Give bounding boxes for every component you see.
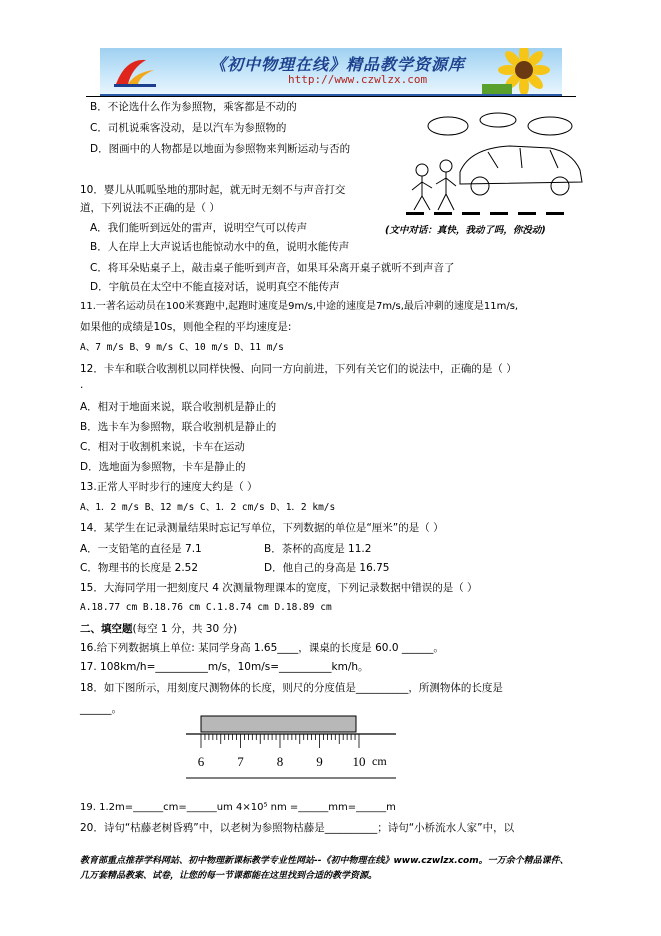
q14-option-c: C．物理书的长度是 2.52 [80, 562, 199, 574]
q10-option-b: B．人在岸上大声说话也能惊动水中的鱼，说明水能传声 [90, 241, 350, 253]
q12-stem: 12．卡车和联合收割机以同样快慢、向同一方向前进，下列有关它们的说法中，正确的是（ ） [80, 363, 517, 375]
q11-stem-line2: 如果他的成绩是10s，则他全程的平均速度是: [80, 321, 292, 333]
q12-option-a: A．相对于地面来说，联合收割机是静止的 [80, 401, 277, 413]
footer-line2: 几万套精品教案、试卷，让您的每一节课都能在这里找到合适的教学资源。 [80, 871, 378, 881]
q11-stem-line1: 11.一著名运动员在100米赛跑中,起跑时速度是9m/s,中途的速度是7m/s,最后冲刺的速度是11m/s, [80, 301, 519, 312]
q14-stem: 14．某学生在记录测量结果时忘记写单位，下列数据的单位是“厘米”的是（ ） [80, 522, 444, 534]
ruler-ticks [201, 734, 359, 748]
ruler-tick-label: 7 [237, 754, 244, 769]
q16: 16.给下列数据填上单位: 某同学身高 1.65____，课桌的长度是 60.0 ______。 [80, 642, 444, 654]
q18-line2: ______。 [80, 703, 122, 715]
ruler-figure [186, 712, 406, 784]
q10-option-a: A．我们能听到远处的雷声，说明空气可以传声 [90, 222, 308, 234]
q11-options: A、7 m/s B、9 m/s C、10 m/s D、11 m/s [80, 342, 284, 353]
q13-stem: 13.正常人平时步行的速度大约是（ ） [80, 481, 258, 493]
sunflower-icon [478, 48, 558, 96]
q14-option-a: A．一支铅笔的直径是 7.1 [80, 543, 202, 555]
section-2-note: (每空 1 分，共 30 分) [132, 623, 238, 635]
q17: 17. 108km/h=__________m/s，10m/s=__________km/h。 [80, 661, 369, 673]
footer-line1: 教育部重点推荐学科网站、初中物理新课标教学专业性网站--《初中物理在线》www.czwlzx.com。一万余个精品课件、 [80, 856, 569, 866]
q12-dot: . [80, 379, 84, 391]
q15-options: A.18.77 cm B.18.76 cm C.1.8.74 cm D.18.89 cm [80, 602, 332, 613]
q10-stem-line2: 道，下列说法不正确的是（ ） [80, 202, 220, 214]
q9-option-b: B．不论选什么作为参照物，乘客都是不动的 [90, 101, 297, 113]
banner-title: 《初中物理在线》精品教学资源库 [210, 55, 466, 74]
header-banner [100, 48, 562, 96]
car-passenger-cartoon [400, 112, 590, 222]
ruler-tick-labels [198, 754, 366, 769]
q14-option-b: B．茶杯的高度是 11.2 [264, 543, 372, 555]
q10-option-c: C．将耳朵贴桌子上，敲击桌子能听到声音，如果耳朵离开桌子就听不到声音了 [90, 262, 455, 274]
q18-line1: 18．如下图所示，用刻度尺测物体的长度，则尺的分度值是__________，所测物体的长度是 [80, 682, 503, 694]
section-2-title: 二、填空题 [80, 623, 133, 635]
q12-option-b: B．选卡车为参照物，联合收割机是静止的 [80, 421, 277, 433]
banner-url[interactable]: http://www.czwlzx.com [288, 73, 428, 86]
q10-option-d: D．宇航员在太空中不能直接对话，说明真空不能传声 [90, 281, 340, 293]
ruler-tick-label: 10 [352, 754, 366, 769]
q19: 19. 1.2m=______cm=______um 4×10⁵ nm =______mm=______m [80, 802, 396, 813]
header-rule [86, 96, 576, 97]
ruler-tick-label: 9 [316, 754, 323, 769]
q9-option-c: C．司机说乘客没动，是以汽车为参照物的 [90, 122, 287, 134]
site-logo-icon [106, 54, 166, 90]
q9-option-d: D．图画中的人物都是以地面为参照物来判断运动与否的 [90, 143, 351, 155]
q10-stem-line1: 10．婴儿从呱呱坠地的那时起，就无时无刻不与声音打交 [80, 184, 346, 196]
cartoon-caption: (文中对话：真快，我动了吗，你没动) [385, 225, 546, 236]
ruler-unit: cm [372, 754, 387, 768]
ruler-tick-label: 8 [276, 754, 284, 769]
section-2-heading [80, 622, 237, 636]
q15-stem: 15．大海同学用一把刻度尺 4 次测量物理课本的宽度，下列记录数据中错误的是（ ） [80, 582, 478, 594]
ruler-tick-label: 6 [197, 754, 205, 769]
measured-object [201, 716, 356, 732]
q12-option-c: C．相对于收割机来说，卡车在运动 [80, 441, 245, 453]
q12-option-d: D．选地面为参照物，卡车是静止的 [80, 461, 246, 473]
q20: 20．诗句“枯藤老树昏鸦”中，以老树为参照物枯藤是__________；诗句“小桥流水人家”中，以 [80, 822, 515, 834]
q13-options: A、1．2 m/s B、12 m/s C、1．2 cm/s D、1．2 km/s [80, 502, 336, 513]
q14-option-d: D．他自己的身高是 16.75 [264, 562, 390, 574]
